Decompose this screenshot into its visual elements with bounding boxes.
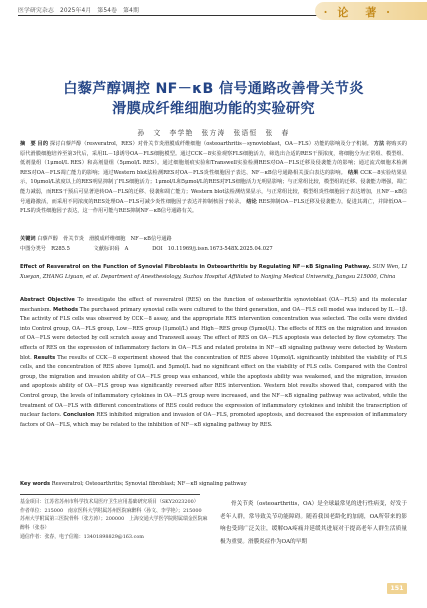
abstract-en-label: Abstract — [20, 297, 45, 303]
footnotes — [20, 498, 210, 542]
conclusion-en: RES inhibited migration and invasion of OA－FLS, promoted apoptosis, and decreased the expression of inflammatory factors of OA－FLS, which may be related to the inhibition of NF－κB signaling pathway by RES. — [20, 412, 407, 428]
title-cn-line1: 白藜芦醇调控 NF－κB 信号通路改善骨关节炎 — [63, 81, 364, 97]
affiliation-en: Department of Anesthesiology, Suzhou Hospital Affiliated to Nanjing Medical University, Jiangsu 215000, China — [100, 273, 396, 280]
abstract-en — [20, 296, 407, 430]
journal-line: 医学研究杂志 2025年4月 第54卷 第4期 — [18, 8, 140, 14]
methods-cn-label: 方法 — [373, 141, 385, 147]
keywords-en-label: Key words — [20, 481, 51, 487]
conclusion-cn-label: 结论 — [246, 198, 257, 205]
column-tag: · 论 著 · — [323, 6, 393, 19]
clc-code: 中图分类号 R285.5 — [20, 246, 70, 252]
footnote-correspondence: 通信作者：张春，电子信箱：13401898829@163.com — [20, 533, 144, 540]
methods-en: The purchased primary synovial cells were cultured to the third generation, and OA－FLS cell model was induced by IL－1β. The activity of FLS cells was observed by CCK－8 assay, and the appropriate RES intervention concentration was selected. The cells were divided into Control group, OA－FLS group, Low－RES group (1μmol/L) and High－RES group (5μmol/L). The effects of RES on the migration and invasion of OA－FLS were detected by cell scratch assay and Transwell assay. The effect of RES on OA－FLS apoptosis was detected by flow cytometry. The effects of RES on the expression of inflammatory factors in OA－FLS and related proteins in NF－κB signaling pathway were detected by Western blot. — [20, 306, 408, 361]
conclusion-cn: RES抑制OA－FLS迁移及侵袭能力，促进其凋亡，并降低OA－FLS的炎性细胞因子表达，这一作用可能与RES抑制NF－κB信号通路有关。 — [20, 198, 407, 215]
objective-cn-label: 目的 — [37, 141, 49, 147]
authors-en: SUN Wen, LI Xueyan, ZHANG Liyuan, et al. — [20, 264, 408, 280]
abstract-cn-label: 摘 要 — [20, 141, 36, 147]
results-en-label: Results — [33, 354, 56, 361]
running-header — [18, 0, 409, 19]
footnote-funding: 基金项目：江苏省苏州市科学技术局医疗卫生应用基础研究项目（SKY2023200） — [20, 499, 199, 505]
body-text: 骨关节炎（osteoarthritis，OA）是全球最常见的进行性病变，好发于老年人群，常导致关节功能障碍。随着我国老龄化的加剧，OA所带来的影响也受到广泛关注，缓解OA疼痛并延缓其进展对于提高老年人群生活质量极为重要。滑膜炎症作为OA的早期 — [220, 501, 407, 545]
keywords-cn-label: 关键词 — [20, 236, 36, 242]
footnote-affiliations: 作者单位：215000 南京医科大学附属苏州医院麻醉科（孙文、李学艳）；215000 苏州大学附属第三医院骨科（张方涛）；200000 上海交通大学医学院附属瑞金医院麻醉科（张春） — [20, 507, 208, 532]
doi: DOI 10.11969/j.issn.1673-548X.2025.04.027 — [152, 246, 273, 252]
objective-cn: 探讨白藜芦醇（resveratrol，RES）对骨关节炎滑膜成纤维细胞（osteoarthritis－synovioblast，OA－FLS）功能的影响及分子机制。 — [49, 141, 372, 147]
methods-cn: 将购买的原代滑膜细胞培养至第3代后，采用IL－1β诱导OA－FLS细胞模型。通过CCK－8实验观察FLS细胞活力，筛选出合适的RES干预浓度，将细胞分为正常组、模型组、低剂量组（1μmol/L RES）和高剂量组（5μmol/L RES）。通过细胞划痕实验和Transwell实验检测RES对OA－FLS迁移及侵袭能力的影响；通过流式细胞术检测RES对OA－FLS凋亡能力的影响；通过Western blot法检测RES对OA－FLS炎性细胞因子表达、NF－κB信号通路相关蛋白表达的影响。 — [20, 141, 407, 176]
header-rule — [18, 15, 317, 16]
doc-code: 文献标识码 A — [93, 246, 129, 252]
footnote-divider — [20, 494, 200, 495]
abstract-cn — [20, 140, 407, 217]
methods-en-label: Methods — [53, 306, 79, 313]
objective-en-label: Objective — [47, 297, 75, 303]
page-number: 151 — [387, 583, 407, 594]
keywords-en-text: Resveratrol; Osteoarthritis; Synovial fibroblast; NF－κB signaling pathway — [51, 481, 247, 487]
authors-cn: 孙 文 李学艳 张方涛 张语恒 张 春 — [137, 129, 290, 137]
results-cn-label: 结果 — [347, 169, 359, 176]
title-cn-line2: 滑膜成纤维细胞功能的实验研究 — [112, 101, 315, 117]
results-en: The results of CCK－8 experiment showed that the concentration of RES above 10μmol/L significantly inhibited the viability of FLS cells, and the concentration of RES above 1μmol/L and 5μmol/L had no significant effect on the viability of FLS cells. Compared with the Control group, the migration and invasion ability of OA－FLS group was enhanced, while the apoptosis ability was weakened, and the migration, invasion and apoptosis ability of OA－FLS group was significantly reversed after RES intervention. Western blot results showed that, compared with the Control group, the levels of inflammatory cytokines in OA－FLS group were increased, and the NF－κB signaling pathway was activated, while the treatment of OA－FLS with different concentrations of RES could reduce the expression of inflammatory cytokines and inhibit the transcription of nuclear factors. — [20, 354, 407, 419]
objective-en: To investigate the effect of resveratrol (RES) on the function of osteoarthritis synovioblast (OA－FLS) and its molecular mechanism. — [20, 297, 407, 313]
keywords-cn-text: 白藜芦醇 骨关节炎 滑膜成纤维细胞 NF－κB信号通路 — [37, 236, 172, 242]
classification — [20, 245, 407, 252]
results-cn: CCK－8实验结果显示，10μmol/L浓度以上的RES明显抑制了FLS细胞活力；1μmol/L和5μmol/L的RES对FLS细胞活力无明显影响；与正常组比较，模型组的迁移、侵袭能力增强，凋亡能力减弱，而RES干预后可显著逆转OA－FLS的迁移、侵袭和凋亡能力；Western blot法检测结果显示，与正常组比较，模型组炎性细胞因子表达增加，且NF－κB信号通路激活，而采用不同浓度的RES处理OA－FLS可减少炎性细胞因子表达并抑制核因子转录。 — [20, 169, 407, 205]
title-en-block — [20, 263, 407, 282]
keywords-cn — [20, 235, 407, 242]
conclusion-en-label: Conclusion — [63, 412, 95, 419]
keywords-en — [20, 480, 407, 487]
title-en: Effect of Resveratrol on the Function of Synovial Fibroblasts in Osteoarthritis by Regulating NF－κB Signaling Pathway. — [20, 264, 371, 270]
